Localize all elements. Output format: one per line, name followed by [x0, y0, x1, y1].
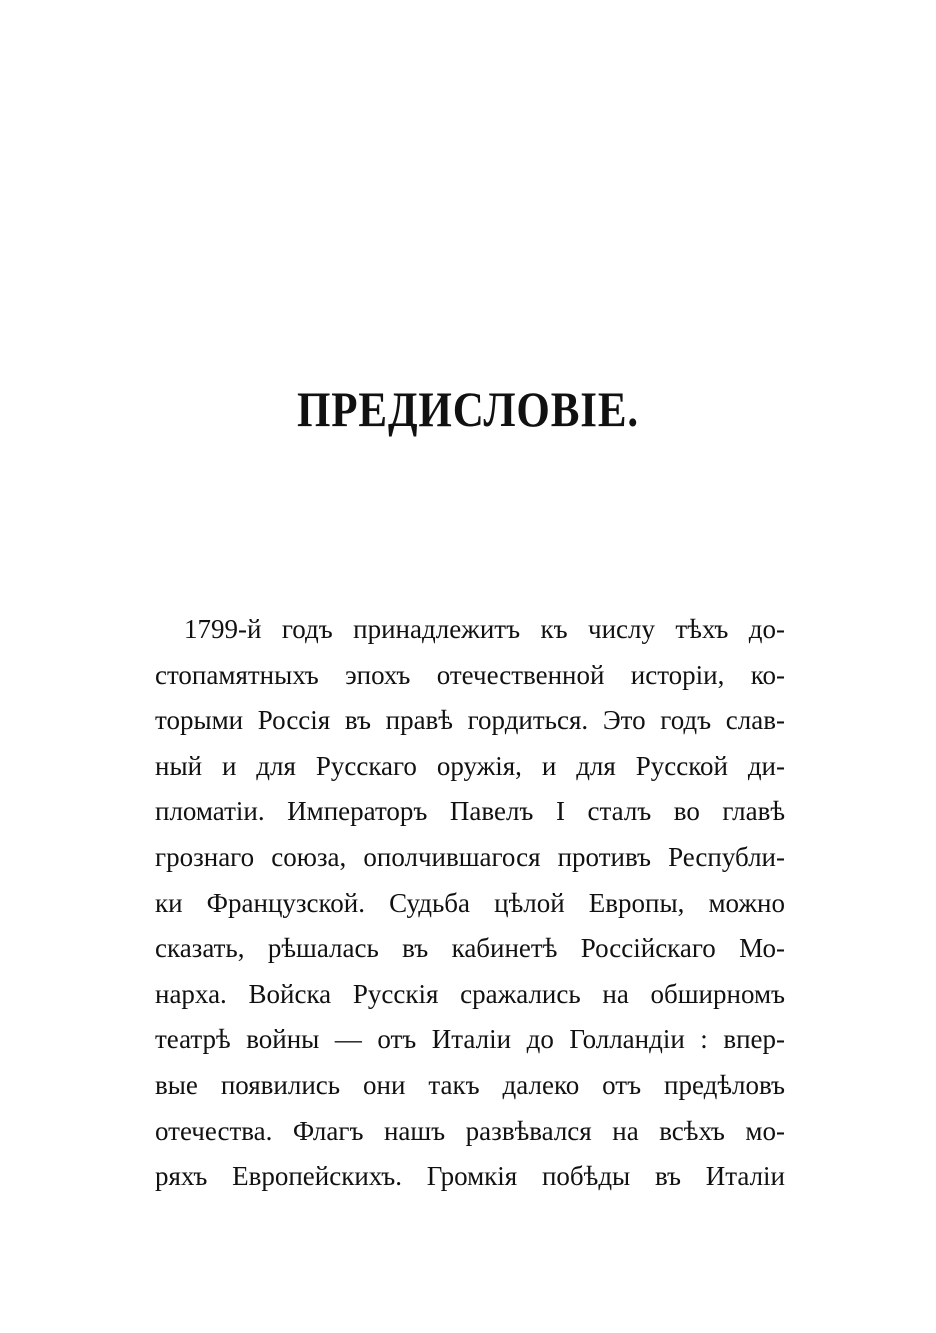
text-line: вые появились они такъ далеко отъ предѣловъ: [155, 1069, 785, 1100]
text-line: стопамятныхъ эпохъ отечественной исторіи, ко-: [155, 659, 785, 690]
text-line: 1799-й годъ принадлежитъ къ числу тѣхъ до-: [184, 614, 785, 644]
text-line: отечества. Флагъ нашъ развѣвался на всѣхъ мо-: [155, 1115, 785, 1146]
text-line: ряхъ Европейскихъ. Громкія побѣды въ Италіи: [155, 1161, 785, 1192]
text-line: нарха. Войска Русскія сражались на обширномъ: [155, 978, 785, 1009]
text-line: пломатіи. Императоръ Павелъ I сталъ во главѣ: [155, 796, 785, 827]
text-line: сказать, рѣшалась въ кабинетѣ Россійскаго Мо-: [155, 933, 785, 964]
text-line: торыми Россія въ правѣ гордиться. Это годъ слав-: [155, 705, 785, 736]
preface-paragraph: [155, 607, 785, 1200]
page-title: ПРЕДИСЛОВІЕ.: [296, 381, 640, 437]
text-line: ки Французской. Судьба цѣлой Европы, можно: [155, 887, 785, 918]
text-line: ный и для Русскаго оружія, и для Русской ди-: [155, 750, 785, 781]
text-line: театрѣ войны — отъ Италіи до Голландіи : впер-: [155, 1024, 785, 1055]
text-line: грознаго союза, ополчившагося противъ Республи-: [155, 841, 785, 872]
